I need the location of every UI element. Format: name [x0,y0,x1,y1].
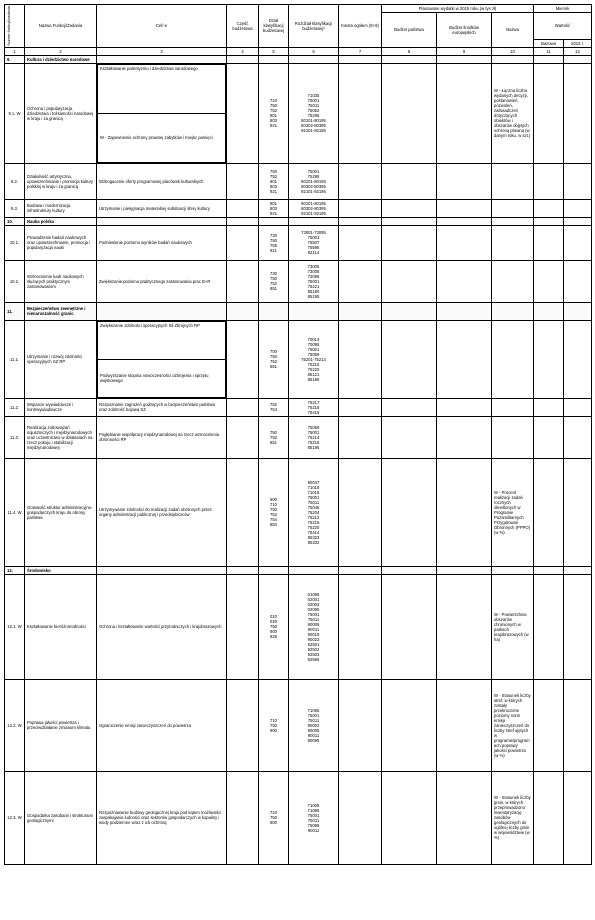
task-goals [97,398,227,416]
empty-cell [564,217,592,225]
empty-cell [382,566,437,574]
meter-name [492,163,534,199]
task-number: 11.2. [5,398,25,416]
empty-cell [227,217,259,225]
eu-budget-amount [437,679,492,771]
task-goals [97,320,227,398]
task-goals [97,260,227,302]
eu-budget-amount [437,63,492,163]
task-name: Ochrona i popularyzacja dziedzictwa i tożsamości narodowej w kraju i za granicą [25,63,97,163]
total-amount [339,199,382,217]
rozdzial-codes: 01095 02001 02003 02095 75001 75011 90006 90011 90019 90023 92501 92502 92503 92595 [289,574,339,679]
empty-cell [289,566,339,574]
empty-cell [227,566,259,574]
task-row [5,771,592,864]
section-name: Środowisko [25,566,97,574]
eu-budget-amount [437,260,492,302]
empty-cell [534,217,564,225]
goal-text: Rozpoznanie zagrożeń godzących w bezpieczeństwo państwa oraz zdolność bojową SZ [99,402,215,413]
total-amount [339,398,382,416]
column-number: 11 [534,47,564,55]
task-row [5,679,592,771]
column-number: 6 [289,47,339,55]
goal-text: Utrzymywanie zdolności do realizacji zadań obronnych przez organy administracji publicznej i przedsiębiorców [99,507,212,518]
empty-cell [259,302,289,320]
eu-budget-amount [437,771,492,864]
header-value: Wartość [534,13,592,40]
eu-budget-amount [437,416,492,458]
empty-cell [437,302,492,320]
empty-cell [227,302,259,320]
empty-cell [289,302,339,320]
total-amount [339,63,382,163]
budget-part [227,260,259,302]
meter-2015-value [564,225,592,260]
state-budget-amount [382,458,437,566]
budget-table-page [4,4,591,865]
rozdzial-codes: 80101-80195 80302-80395 92101-92195 [289,199,339,217]
header-num: Numer funkcji/zadania [5,5,25,48]
goal-text: Pogłębianie współpracy międzynarodowej na rzecz wzmocnienia obronności RP [99,432,220,443]
eu-budget-amount [437,458,492,566]
empty-cell [492,302,534,320]
meter-2015-value [564,771,592,864]
section-name: Bezpieczeństwo zewnętrzne i nienaruszalność granic [25,302,97,320]
task-number: 12.1. W [5,574,25,679]
task-number: 10.2. [5,260,25,302]
section-number: 10. [5,217,25,225]
state-budget-amount [382,260,437,302]
task-row [5,574,592,679]
empty-cell [564,566,592,574]
task-name: Gotowość struktur administracyjno-gospodarczych kraju do obrony państwa [25,458,97,566]
header-planned: Planowane wydatki w 2015 roku (w tys zł) [382,5,534,13]
empty-cell [97,566,227,574]
meter-name [492,398,534,416]
meter-name: W - Procent realizacji zadań rocznych określonych w Programie Pozamilitarnych Przygotowań Obronnych (PPPO) (w %) [492,458,534,566]
meter-base-value [534,458,564,566]
meter-name: W - Powierzchnia obszarów chronionych w parkach krajobrazowych (w ha) [492,574,534,679]
eu-budget-amount [437,320,492,398]
meter-2015-value [564,458,592,566]
empty-cell [259,566,289,574]
state-budget-amount [382,199,437,217]
task-goals [97,416,227,458]
task-name: Realizacja zobowiązań sojuszniczych i międzynarodowych oraz uczestnictwo w działaniach na rzecz pokoju i stabilizacji międzynarodowej [25,416,97,458]
task-number: 11.3. [5,416,25,458]
header-part: Część budżetowa [227,5,259,48]
task-number: 12.2. W [5,679,25,771]
column-number: 9 [437,47,492,55]
eu-budget-amount [437,398,492,416]
meter-name [492,199,534,217]
meter-2015-value [564,398,592,416]
empty-cell [227,55,259,63]
meter-base-value [534,574,564,679]
meter-name [492,320,534,398]
empty-cell [437,566,492,574]
task-number: 9.2. [5,163,25,199]
eu-budget-amount [437,199,492,217]
dzial-codes: 710 750 900 [259,771,289,864]
task-name: Utrzymanie i rozwój zdolności operacyjnych SZ RP [25,320,97,398]
meter-base-value [534,63,564,163]
empty-cell [534,55,564,63]
header-eu-budget: Budżet środków europejskich [437,13,492,48]
eu-budget-amount [437,574,492,679]
total-amount [339,320,382,398]
header-kwota: Kwota ogółem (8+9) [339,5,382,48]
budget-part [227,225,259,260]
task-row [5,199,592,217]
empty-cell [339,217,382,225]
empty-cell [97,217,227,225]
task-number: 9.1. W [5,63,25,163]
dzial-codes: 730 750 755 921 [259,225,289,260]
state-budget-amount [382,416,437,458]
header-meter-name: Nazwa [492,13,534,48]
empty-cell [492,55,534,63]
empty-cell [339,566,382,574]
section-row [5,302,592,320]
empty-cell [289,55,339,63]
task-name: Wsparcie wywiadowcze i kontrwywiadowcze [25,398,97,416]
goal-text: Rozpoznawanie budowy geologicznej kraju pod kątem możliwości zaspokajania ludności oraz sektorów gospodarczych w kopaliny i wody podziemne wraz z ich ochroną [99,810,222,826]
meter-base-value [534,225,564,260]
meter-2015-value [564,63,592,163]
total-amount [339,260,382,302]
dzial-codes: 752 754 [259,398,289,416]
meter-base-value [534,260,564,302]
section-number: 12. [5,566,25,574]
column-number: 4 [227,47,259,55]
total-amount [339,771,382,864]
header-dzial: Dział klasyfikacji budżetowej [259,5,289,48]
eu-budget-amount [437,225,492,260]
meter-base-value [534,199,564,217]
empty-cell [339,55,382,63]
dzial-codes: 801 803 921 [259,199,289,217]
column-number: 3 [97,47,227,55]
task-name: Budowa i modernizacja infrastruktury kultury [25,199,97,217]
empty-cell [97,55,227,63]
state-budget-amount [382,679,437,771]
header-base: Bazowa [534,39,564,47]
header-name: Nazwa Funkcji/Zadania [25,5,97,48]
meter-name [492,225,534,260]
task-goals [97,458,227,566]
task-number: 9.3. [5,199,25,217]
empty-cell [382,217,437,225]
section-name: Nauka polska [25,217,97,225]
empty-cell [339,302,382,320]
task-number: 12.3. W [5,771,25,864]
section-row [5,55,592,63]
meter-name [492,260,534,302]
task-goals [97,771,227,864]
task-number: 11.1. [5,320,25,398]
dzial-codes: 710 750 752 801 803 921 [259,63,289,163]
dzial-codes: 700 750 752 851 [259,320,289,398]
meter-2015-value [564,163,592,199]
dzial-codes: 750 752 801 803 921 [259,163,289,199]
task-row [5,416,592,458]
goal-text: Podniesienie poziomu wyników badań naukowych [99,240,192,246]
column-number: 7 [339,47,382,55]
budget-part [227,679,259,771]
meter-2015-value [564,574,592,679]
empty-cell [97,302,227,320]
goal-text: Podwyższanie stopnia nowoczesności uzbrojenia i sprzętu wojskowego [97,360,226,398]
total-amount [339,574,382,679]
column-number: 1 [5,47,25,55]
dzial-codes: 010 020 750 900 925 [259,574,289,679]
task-row [5,225,592,260]
task-goals [97,225,227,260]
meter-base-value [534,320,564,398]
rozdzial-codes: 75001 75295 80101-80195 80302-80395 92101-92195 [289,163,339,199]
goal-text: W - Zapewnienie ochrony prawnej zabytków i miejsc pamięci [97,114,226,163]
column-number: 8 [382,47,437,55]
task-goals [97,679,227,771]
meter-name [492,416,534,458]
empty-cell [492,217,534,225]
meter-name: W - Stosunek liczby stref, w których zostały przekroczone poziomy norm emisji zanieczyszczeń do liczby stref ujętych w programie/programach poprawy jakości powietrza (w %) [492,679,534,771]
empty-cell [259,55,289,63]
budget-part [227,771,259,864]
total-amount [339,163,382,199]
goal-text: Wzbogacenie oferty programowej placówek kulturalnych [99,178,204,184]
task-name: Działalność artystyczna, upowszechnianie i promocja kultury polskiej w kraju i za granicą [25,163,97,199]
total-amount [339,416,382,458]
empty-cell [564,302,592,320]
budget-table [4,4,592,865]
goal-text: Zwiększanie poziomu praktycznego zastosowania prac B+R [99,278,211,284]
header-2015: 2015 r. [564,39,592,47]
rozdzial-codes: 73001-73095 75001 75507 75595 92114 [289,225,339,260]
task-name: Prowadzenie badań naukowych oraz upowszechnianie, promocja i popularyzacja nauki [25,225,97,260]
meter-base-value [534,771,564,864]
task-goals [97,163,227,199]
state-budget-amount [382,398,437,416]
state-budget-amount [382,320,437,398]
task-row [5,163,592,199]
header-goal: Cel/-e [97,5,227,48]
task-number: 10.1. [5,225,25,260]
section-name: Kultura i dziedzictwo narodowe [25,55,97,63]
header-rozdzial: Rozdział klasyfikacji budżetowej¹ [289,5,339,48]
total-amount [339,458,382,566]
empty-cell [382,302,437,320]
total-amount [339,679,382,771]
meter-base-value [534,398,564,416]
empty-cell [492,566,534,574]
eu-budget-amount [437,163,492,199]
empty-cell [437,55,492,63]
rozdzial-codes: 75059 75001 75214 75216 85195 [289,416,339,458]
meter-name: W - Stosunek liczby gmin, w których przeprowadzono inwentaryzację zasobów geologicznych do ogólnej liczby gmin w województwie (w %) [492,771,534,864]
empty-cell [534,566,564,574]
rozdzial-codes: 71005 71095 75001 75011 75095 90011 [289,771,339,864]
meter-base-value [534,163,564,199]
meter-2015-value [564,679,592,771]
state-budget-amount [382,574,437,679]
meter-2015-value [564,199,592,217]
section-number: 9. [5,55,25,63]
task-row [5,63,592,163]
goal-text: Ochrona i kształtowanie wartości przyrodniczych i krajobrazowych [99,624,222,630]
budget-part [227,63,259,163]
column-number: 5 [259,47,289,55]
header-state-budget: Budżet państwa [382,13,437,48]
state-budget-amount [382,163,437,199]
task-row [5,260,592,302]
column-number: 10 [492,47,534,55]
task-name: Gospodarka zasobami i strukturami geologicznymi [25,771,97,864]
task-goals [97,63,227,163]
task-goals [97,199,227,217]
section-number: 11. [5,302,25,320]
rozdzial-codes: 73005 73008 73095 75001 75221 85180 85195 [289,260,339,302]
dzial-codes: 750 752 851 [259,416,289,458]
meter-name: W - Łączna liczba wydanych decyzji, postanowień, pozwoleń, zaświadczeń dotyczących obiektów i obszarów objętych ochroną prawną (w danym roku, w szt.) [492,63,534,163]
goal-text: Ograniczenie emisji zanieczyszczeń do powietrza [99,722,191,728]
goal-text: Utrzymanie i pielęgnacja materialnej substancji sfery kultury [99,205,210,211]
meter-base-value [534,416,564,458]
empty-cell [437,217,492,225]
dzial-codes: 710 750 900 [259,679,289,771]
column-number: 12 [564,47,592,55]
rozdzial-codes: 71095 75001 75011 90002 90005 90011 90095 [289,679,339,771]
dzial-codes: 730 750 752 851 [259,260,289,302]
budget-part [227,199,259,217]
task-row [5,320,592,398]
goal-text: Zwiększanie zdolności operacyjnych Sił Zbrojnych RP [97,321,226,360]
task-name: Kształtowanie bioróżnorodności [25,574,97,679]
budget-part [227,458,259,566]
task-row [5,458,592,566]
rozdzial-codes: 70013 70095 75001 75059 75201-75213 75215 75220 85121 85195 [289,320,339,398]
section-row [5,217,592,225]
dzial-codes: 600 710 750 752 754 853 [259,458,289,566]
budget-part [227,574,259,679]
meter-base-value [534,679,564,771]
task-goals [97,574,227,679]
budget-part [227,398,259,416]
state-budget-amount [382,771,437,864]
state-budget-amount [382,63,437,163]
empty-cell [534,302,564,320]
task-row [5,398,592,416]
state-budget-amount [382,225,437,260]
rozdzial-codes: 71035 75001 75011 75062 75295 80101-80195 80302-80395 92101-92195 [289,63,339,163]
budget-part [227,163,259,199]
total-amount [339,225,382,260]
budget-part [227,416,259,458]
rozdzial-codes: 60047 71016 71015 75001 75011 75045 75204 75212 75219 75220 75414 85323 85332 [289,458,339,566]
empty-cell [564,55,592,63]
empty-cell [259,217,289,225]
section-row [5,566,592,574]
task-name: Wzmocnienie kadr naukowych służących praktycznym zastosowaniom [25,260,97,302]
rozdzial-codes: 75217 75218 75419 [289,398,339,416]
column-number: 2 [25,47,97,55]
meter-2015-value [564,416,592,458]
task-name: Poprawa jakości powietrza i przeciwdziałanie zmianom klimatu [25,679,97,771]
empty-cell [289,217,339,225]
goal-text: Kształtowanie patriotyzmu i dziedzictwa narodowego [97,64,226,114]
meter-2015-value [564,260,592,302]
header-meter: Miernik [534,5,592,13]
task-number: 11.4. W [5,458,25,566]
meter-2015-value [564,320,592,398]
budget-part [227,320,259,398]
empty-cell [382,55,437,63]
